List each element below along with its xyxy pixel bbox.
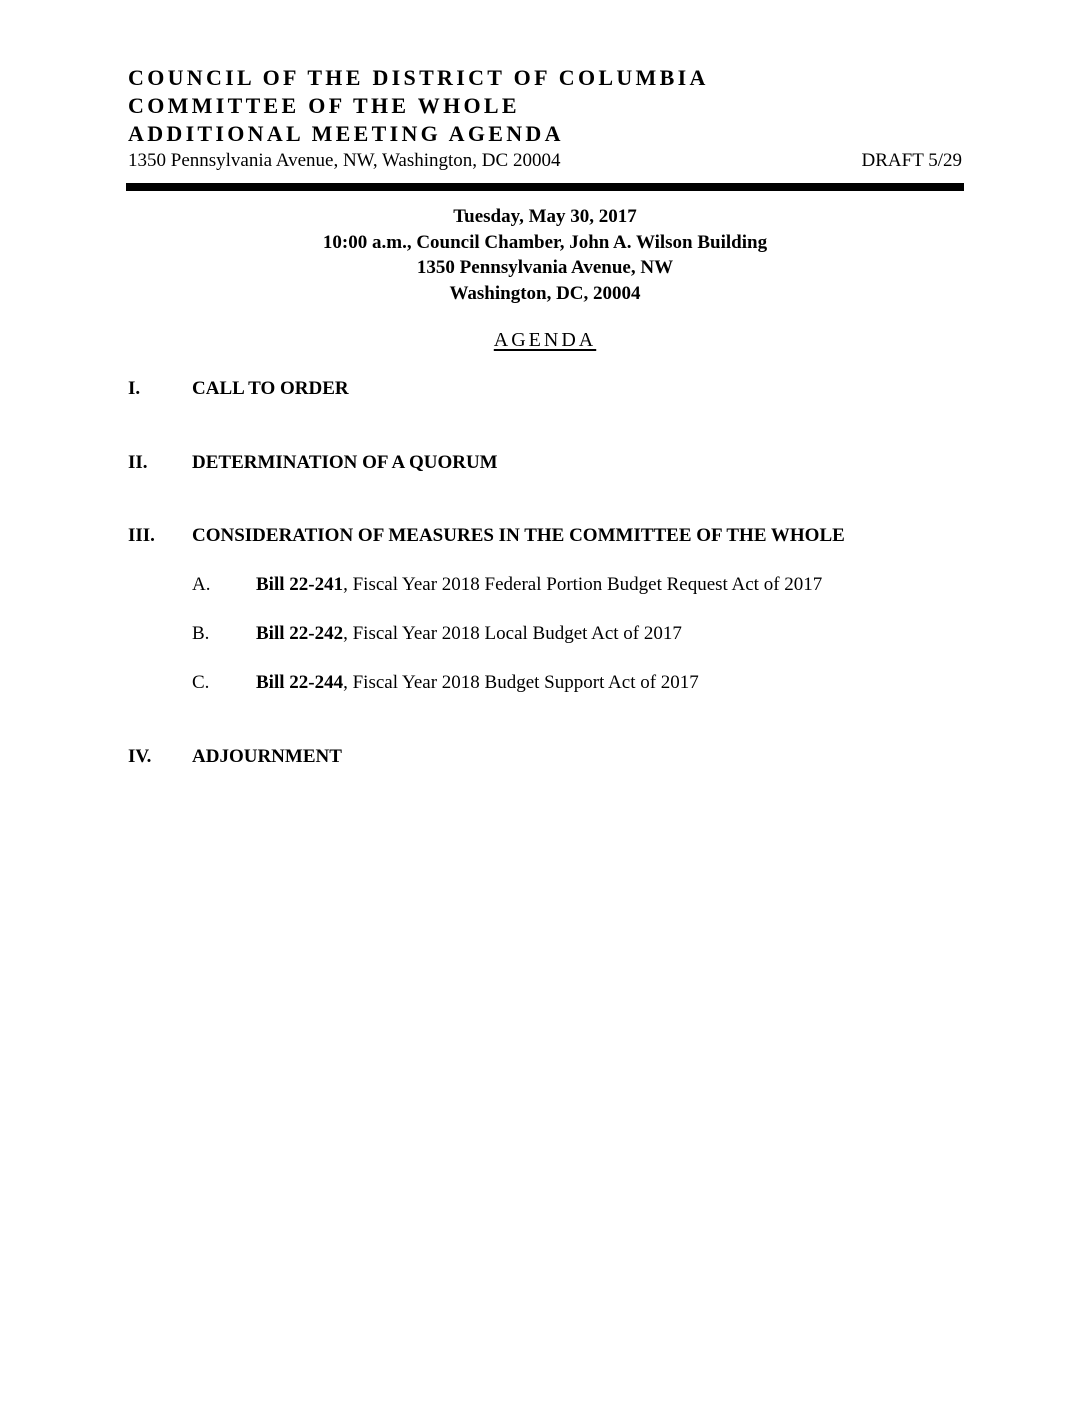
agenda-item-number: II. <box>128 452 148 473</box>
measure-text <box>256 573 822 597</box>
meeting-city: Washington, DC, 20004 <box>449 282 641 304</box>
agenda-item-number: IV. <box>128 746 152 767</box>
bill-number: Bill 22-242 <box>256 623 344 644</box>
bill-title: , Fiscal Year 2018 Local Budget Act of 2017 <box>343 623 682 644</box>
bill-title: , Fiscal Year 2018 Federal Portion Budget Request Act of 2017 <box>343 574 823 595</box>
address-row <box>128 149 962 173</box>
measure-letter: A. <box>192 574 211 595</box>
agenda-item-number: III. <box>128 525 155 546</box>
agenda-item-number: I. <box>128 378 141 399</box>
measure-letter: C. <box>192 672 210 693</box>
bill-title: , Fiscal Year 2018 Budget Support Act of 2017 <box>343 672 699 693</box>
measure-text <box>256 671 699 695</box>
meeting-date: Tuesday, May 30, 2017 <box>453 206 637 227</box>
draft-label: DRAFT 5/29 <box>861 150 962 171</box>
agenda-item-label: CONSIDERATION OF MEASURES IN THE COMMITTEE OF THE WHOLE <box>192 525 845 546</box>
agenda-item-label: CALL TO ORDER <box>192 378 349 399</box>
measure-text <box>256 622 682 646</box>
header-address: 1350 Pennsylvania Avenue, NW, Washington, DC 20004 <box>128 150 561 171</box>
agenda-type-heading: ADDITIONAL MEETING AGENDA <box>128 121 564 146</box>
agenda-title-text: AGENDA <box>493 329 597 351</box>
bill-number: Bill 22-241 <box>256 574 344 595</box>
meeting-info <box>128 204 962 306</box>
committee-name-heading: COMMITTEE OF THE WHOLE <box>128 93 520 118</box>
header-divider <box>126 183 964 191</box>
council-name-heading: COUNCIL OF THE DISTRICT OF COLUMBIA <box>128 65 709 90</box>
agenda-item-label: ADJOURNMENT <box>192 746 342 767</box>
meeting-street: 1350 Pennsylvania Avenue, NW <box>416 257 674 278</box>
agenda-item-label: DETERMINATION OF A QUORUM <box>192 452 498 473</box>
bill-number: Bill 22-244 <box>256 672 344 693</box>
meeting-time-location: 10:00 a.m., Council Chamber, John A. Wilson Building <box>322 231 768 253</box>
agenda-title <box>128 327 962 353</box>
measure-letter: B. <box>192 623 210 644</box>
